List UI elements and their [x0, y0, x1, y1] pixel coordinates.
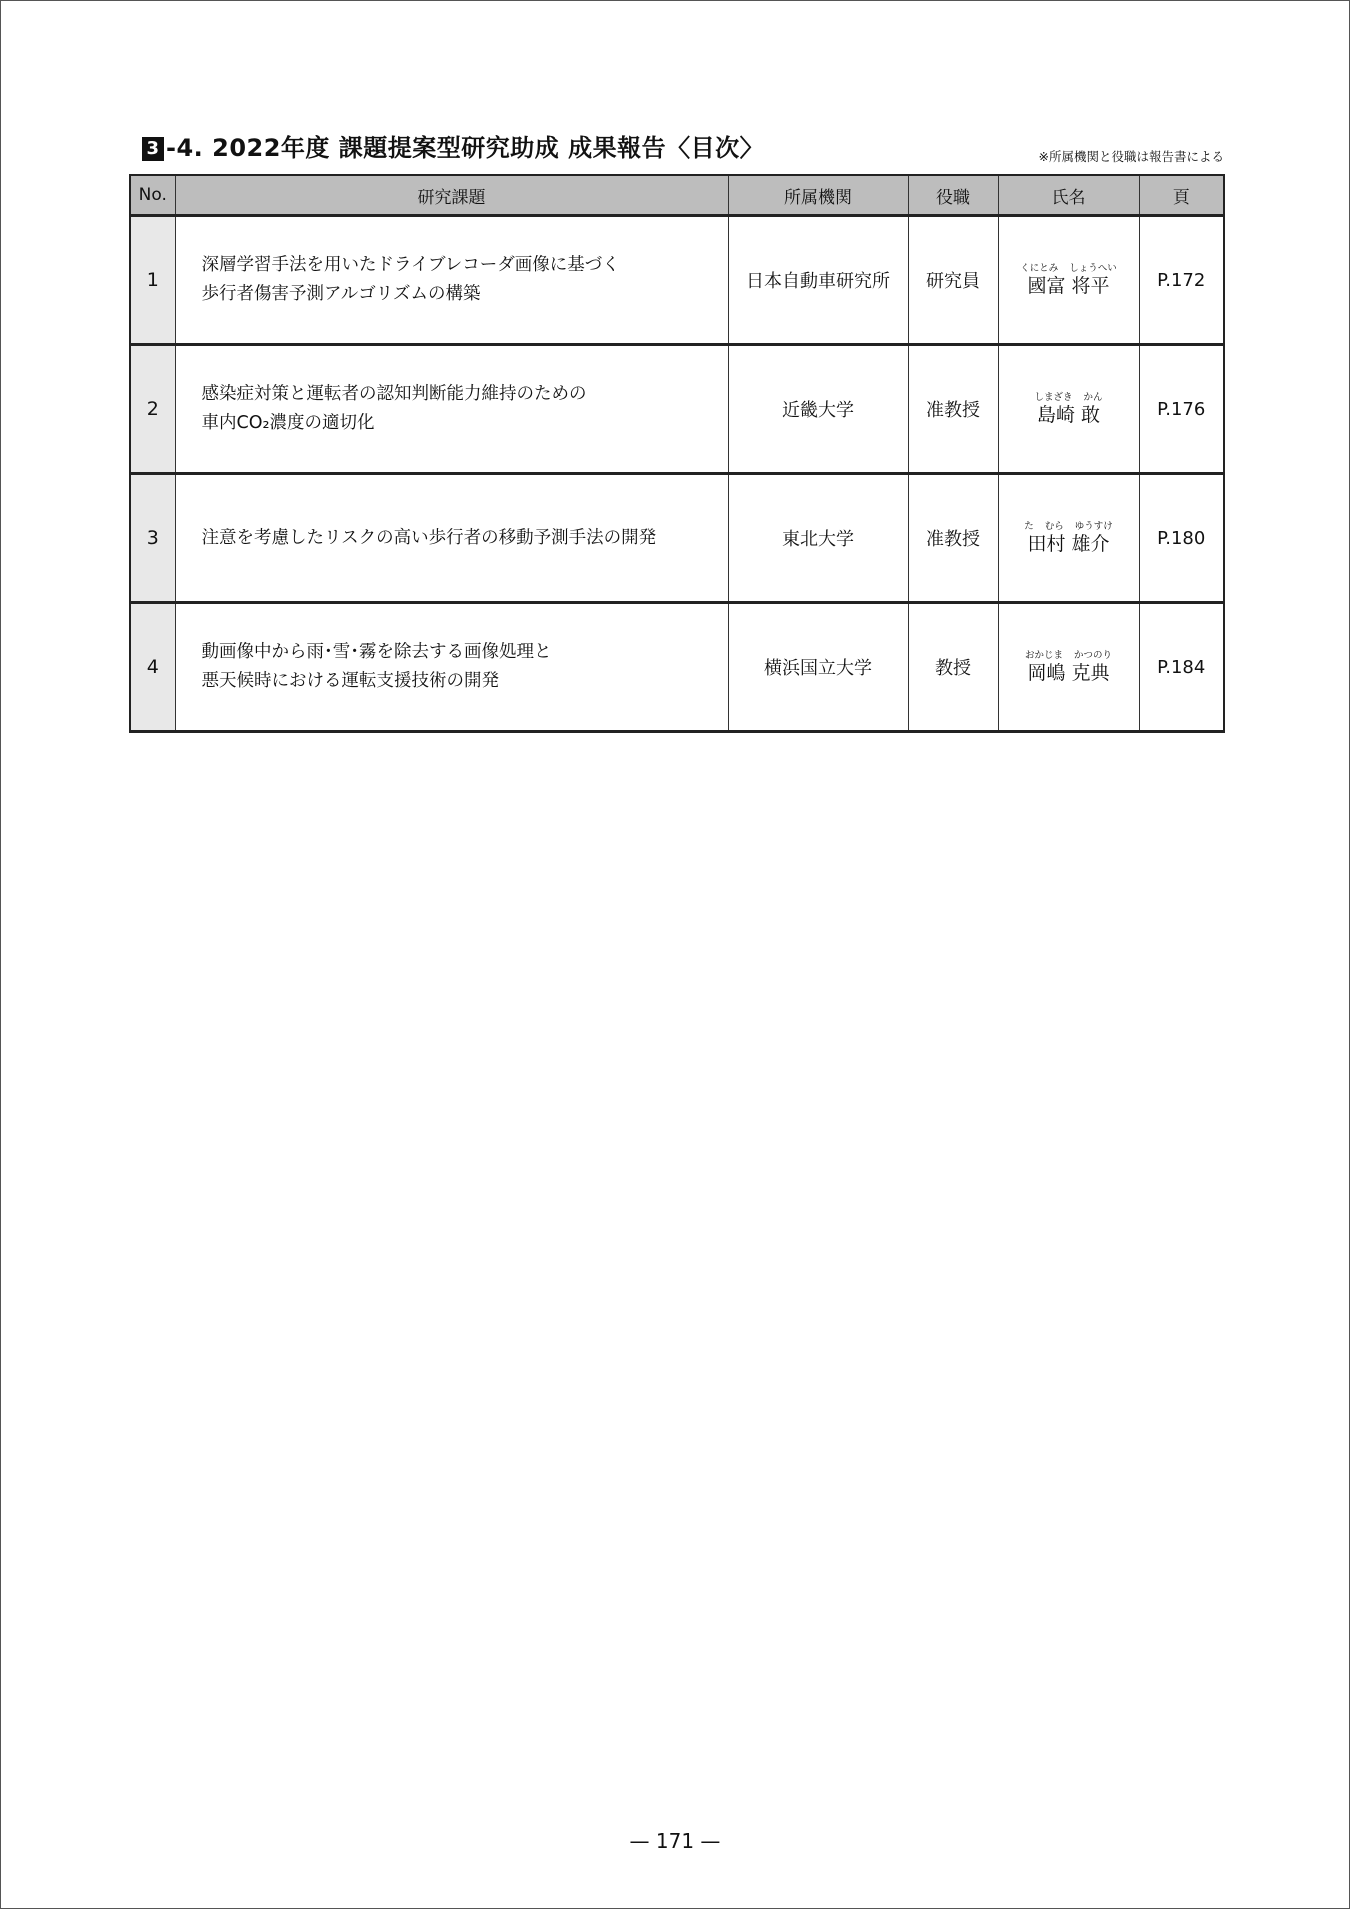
header-affiliation: 所属機関	[728, 175, 908, 216]
theme-line: 注意を考慮したリスクの高い歩行者の移動予測手法の開発	[201, 527, 657, 548]
theme-line: 車内CO₂濃度の適切化	[201, 413, 375, 433]
row-position: 教授	[908, 603, 998, 732]
table-row	[130, 474, 1224, 603]
row-name-cell	[998, 345, 1139, 474]
title-text: -4. 2022年度 課題提案型研究助成 成果報告〈目次〉	[166, 134, 765, 162]
row-no: 4	[130, 603, 175, 732]
row-position: 准教授	[908, 474, 998, 603]
row-position: 研究員	[908, 216, 998, 345]
row-name-cell	[998, 603, 1139, 732]
person-name: 田村 雄介	[1027, 533, 1110, 555]
name-furigana: おかじま かつのり	[1024, 650, 1113, 661]
person-name: 國富 将平	[1027, 275, 1110, 297]
theme-line: 悪天候時における運転支援技術の開発	[201, 671, 499, 691]
row-no: 3	[130, 474, 175, 603]
row-affiliation: 横浜国立大学	[728, 603, 908, 732]
table-header-row	[130, 175, 1224, 216]
theme-line: 深層学習手法を用いたドライブレコーダ画像に基づく	[201, 255, 620, 275]
name-furigana: くにとみ しょうへい	[1020, 263, 1117, 274]
row-name-cell	[998, 216, 1139, 345]
row-affiliation: 東北大学	[728, 474, 908, 603]
section-badge: 3	[142, 137, 164, 161]
row-position: 准教授	[908, 345, 998, 474]
name-furigana: た むら ゆうすけ	[1024, 521, 1113, 532]
name-furigana: しまざき かん	[1034, 392, 1103, 403]
header-no: No.	[130, 175, 175, 216]
theme-line: 感染症対策と運転者の認知判断能力維持のための	[201, 384, 587, 404]
table-row	[130, 345, 1224, 474]
page-number: — 171 —	[629, 1829, 721, 1853]
row-affiliation: 日本自動車研究所	[728, 216, 908, 345]
person-name: 岡嶋 克典	[1027, 662, 1110, 684]
row-no: 2	[130, 345, 175, 474]
row-page: P.180	[1139, 474, 1224, 603]
header-page: 頁	[1139, 175, 1224, 216]
row-theme	[175, 474, 728, 603]
page-title	[142, 132, 764, 164]
table-row	[130, 603, 1224, 732]
theme-line: 歩行者傷害予測アルゴリズムの構築	[201, 284, 481, 304]
row-theme	[175, 216, 728, 345]
person-name: 島崎 敢	[1036, 404, 1101, 426]
row-page: P.172	[1139, 216, 1224, 345]
row-affiliation: 近畿大学	[728, 345, 908, 474]
theme-line: 動画像中から雨･雪･霧を除去する画像処理と	[201, 642, 552, 662]
row-no: 1	[130, 216, 175, 345]
header-position: 役職	[908, 175, 998, 216]
table-row	[130, 216, 1224, 345]
header-name: 氏名	[998, 175, 1139, 216]
title-row	[142, 132, 1224, 168]
row-page: P.176	[1139, 345, 1224, 474]
toc-table	[129, 174, 1225, 733]
row-name-cell	[998, 474, 1139, 603]
row-theme	[175, 603, 728, 732]
row-page: P.184	[1139, 603, 1224, 732]
header-theme: 研究課題	[175, 175, 728, 216]
row-theme	[175, 345, 728, 474]
affiliation-note: ※所属機関と役職は報告書による	[1038, 149, 1224, 164]
